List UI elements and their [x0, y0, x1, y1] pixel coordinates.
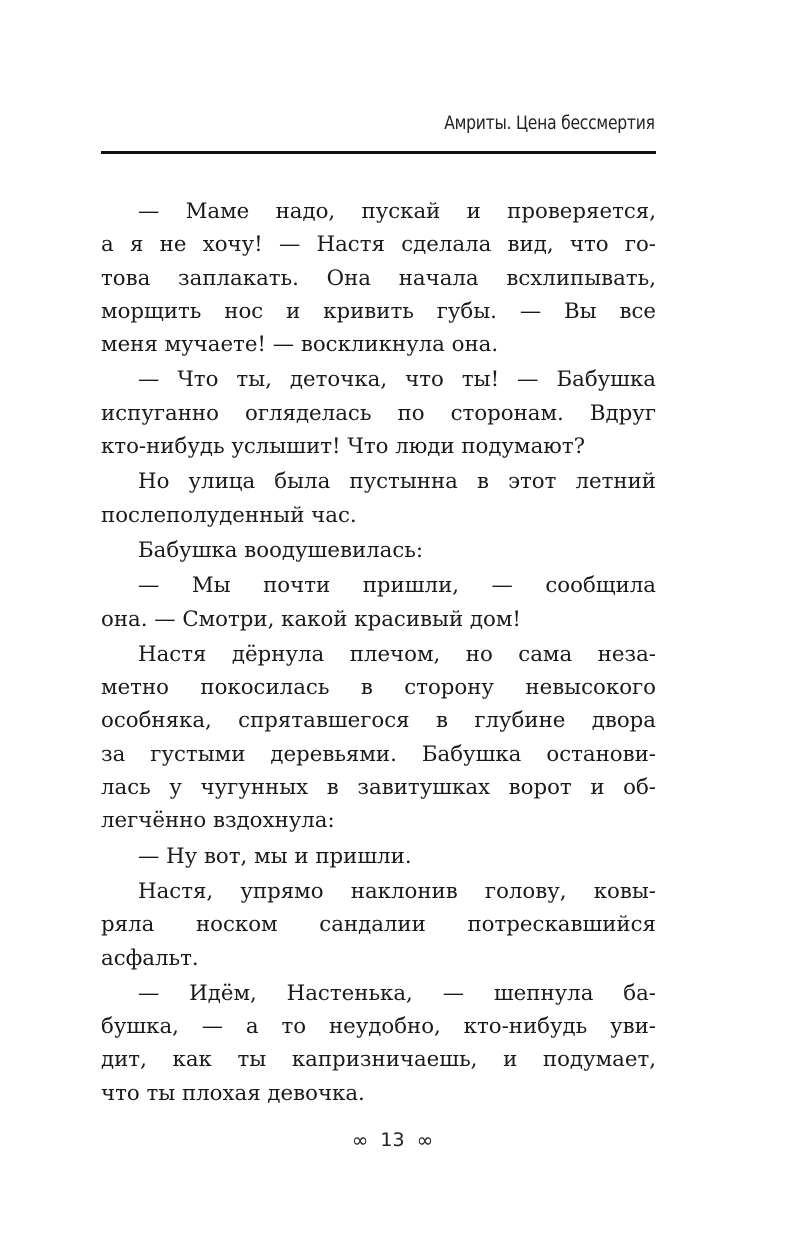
paragraph — [101, 195, 656, 361]
running-header: Амриты. Цена бессмертия — [444, 112, 655, 134]
paragraph — [101, 465, 656, 532]
text-line: за густыми деревьями. Бабушка останови- — [101, 741, 656, 767]
text-line: — Идём, Настенька, — шепнула ба- — [138, 980, 656, 1006]
paragraph — [101, 638, 656, 838]
header-rule — [101, 151, 656, 154]
text-line: она. — Смотри, какой красивый дом! — [101, 606, 521, 632]
text-line: — Ну вот, мы и пришли. — [138, 843, 412, 869]
text-line: Бабушка воодушевилась: — [138, 537, 424, 563]
text-line: испуганно огляделась по сторонам. Вдруг — [101, 400, 656, 426]
text-line: меня мучаете! — воскликнула она. — [101, 332, 499, 358]
text-line: Настя, упрямо наклонив голову, ковы- — [138, 878, 656, 904]
paragraph — [101, 840, 656, 873]
text-line: ряла носком сандалии потрескавшийся — [101, 912, 656, 938]
text-line: легчённо вздохнула: — [101, 808, 335, 834]
text-line: метно покосилась в сторону невысокого — [101, 675, 656, 701]
infinity-ornament-right: ∞ — [416, 1128, 434, 1152]
text-line: — Маме надо, пускай и проверяется, — [138, 199, 656, 224]
text-line: морщить нос и кривить губы. — Вы все — [101, 298, 656, 324]
text-line: — Что ты, деточка, что ты! — Бабушка — [138, 367, 656, 393]
paragraph — [101, 977, 656, 1110]
text-line: Но улица была пустынна в этот летний — [138, 469, 656, 495]
page-folio — [0, 1128, 785, 1152]
paragraph — [101, 569, 656, 636]
text-line: асфальт. — [101, 945, 199, 971]
paragraph — [101, 534, 656, 567]
text-line: лась у чугунных в завитушках ворот и об- — [101, 775, 656, 801]
body-text — [101, 195, 656, 1110]
paragraph — [101, 875, 656, 975]
text-line: что ты плохая девочка. — [101, 1080, 365, 1106]
text-line: кто-нибудь услышит! Что люди подумают? — [101, 434, 586, 460]
text-line: бушка, — а то неудобно, кто-нибудь уви- — [101, 1014, 656, 1040]
text-line: — Мы почти пришли, — сообщила — [138, 573, 656, 599]
text-line: а я не хочу! — Настя сделала вид, что го- — [101, 232, 656, 258]
text-line: послеполуденный час. — [101, 502, 357, 528]
text-line: дит, как ты капризничаешь, и подумает, — [101, 1047, 656, 1073]
text-line: особняка, спрятавшегося в глубине двора — [101, 708, 656, 734]
text-line: това заплакать. Она начала всхлипывать, — [101, 265, 656, 291]
paragraph — [101, 363, 656, 463]
text-line: Настя дёрнула плечом, но сама неза- — [138, 641, 656, 667]
page-number: 13 — [380, 1129, 405, 1151]
infinity-ornament-left: ∞ — [351, 1128, 369, 1152]
